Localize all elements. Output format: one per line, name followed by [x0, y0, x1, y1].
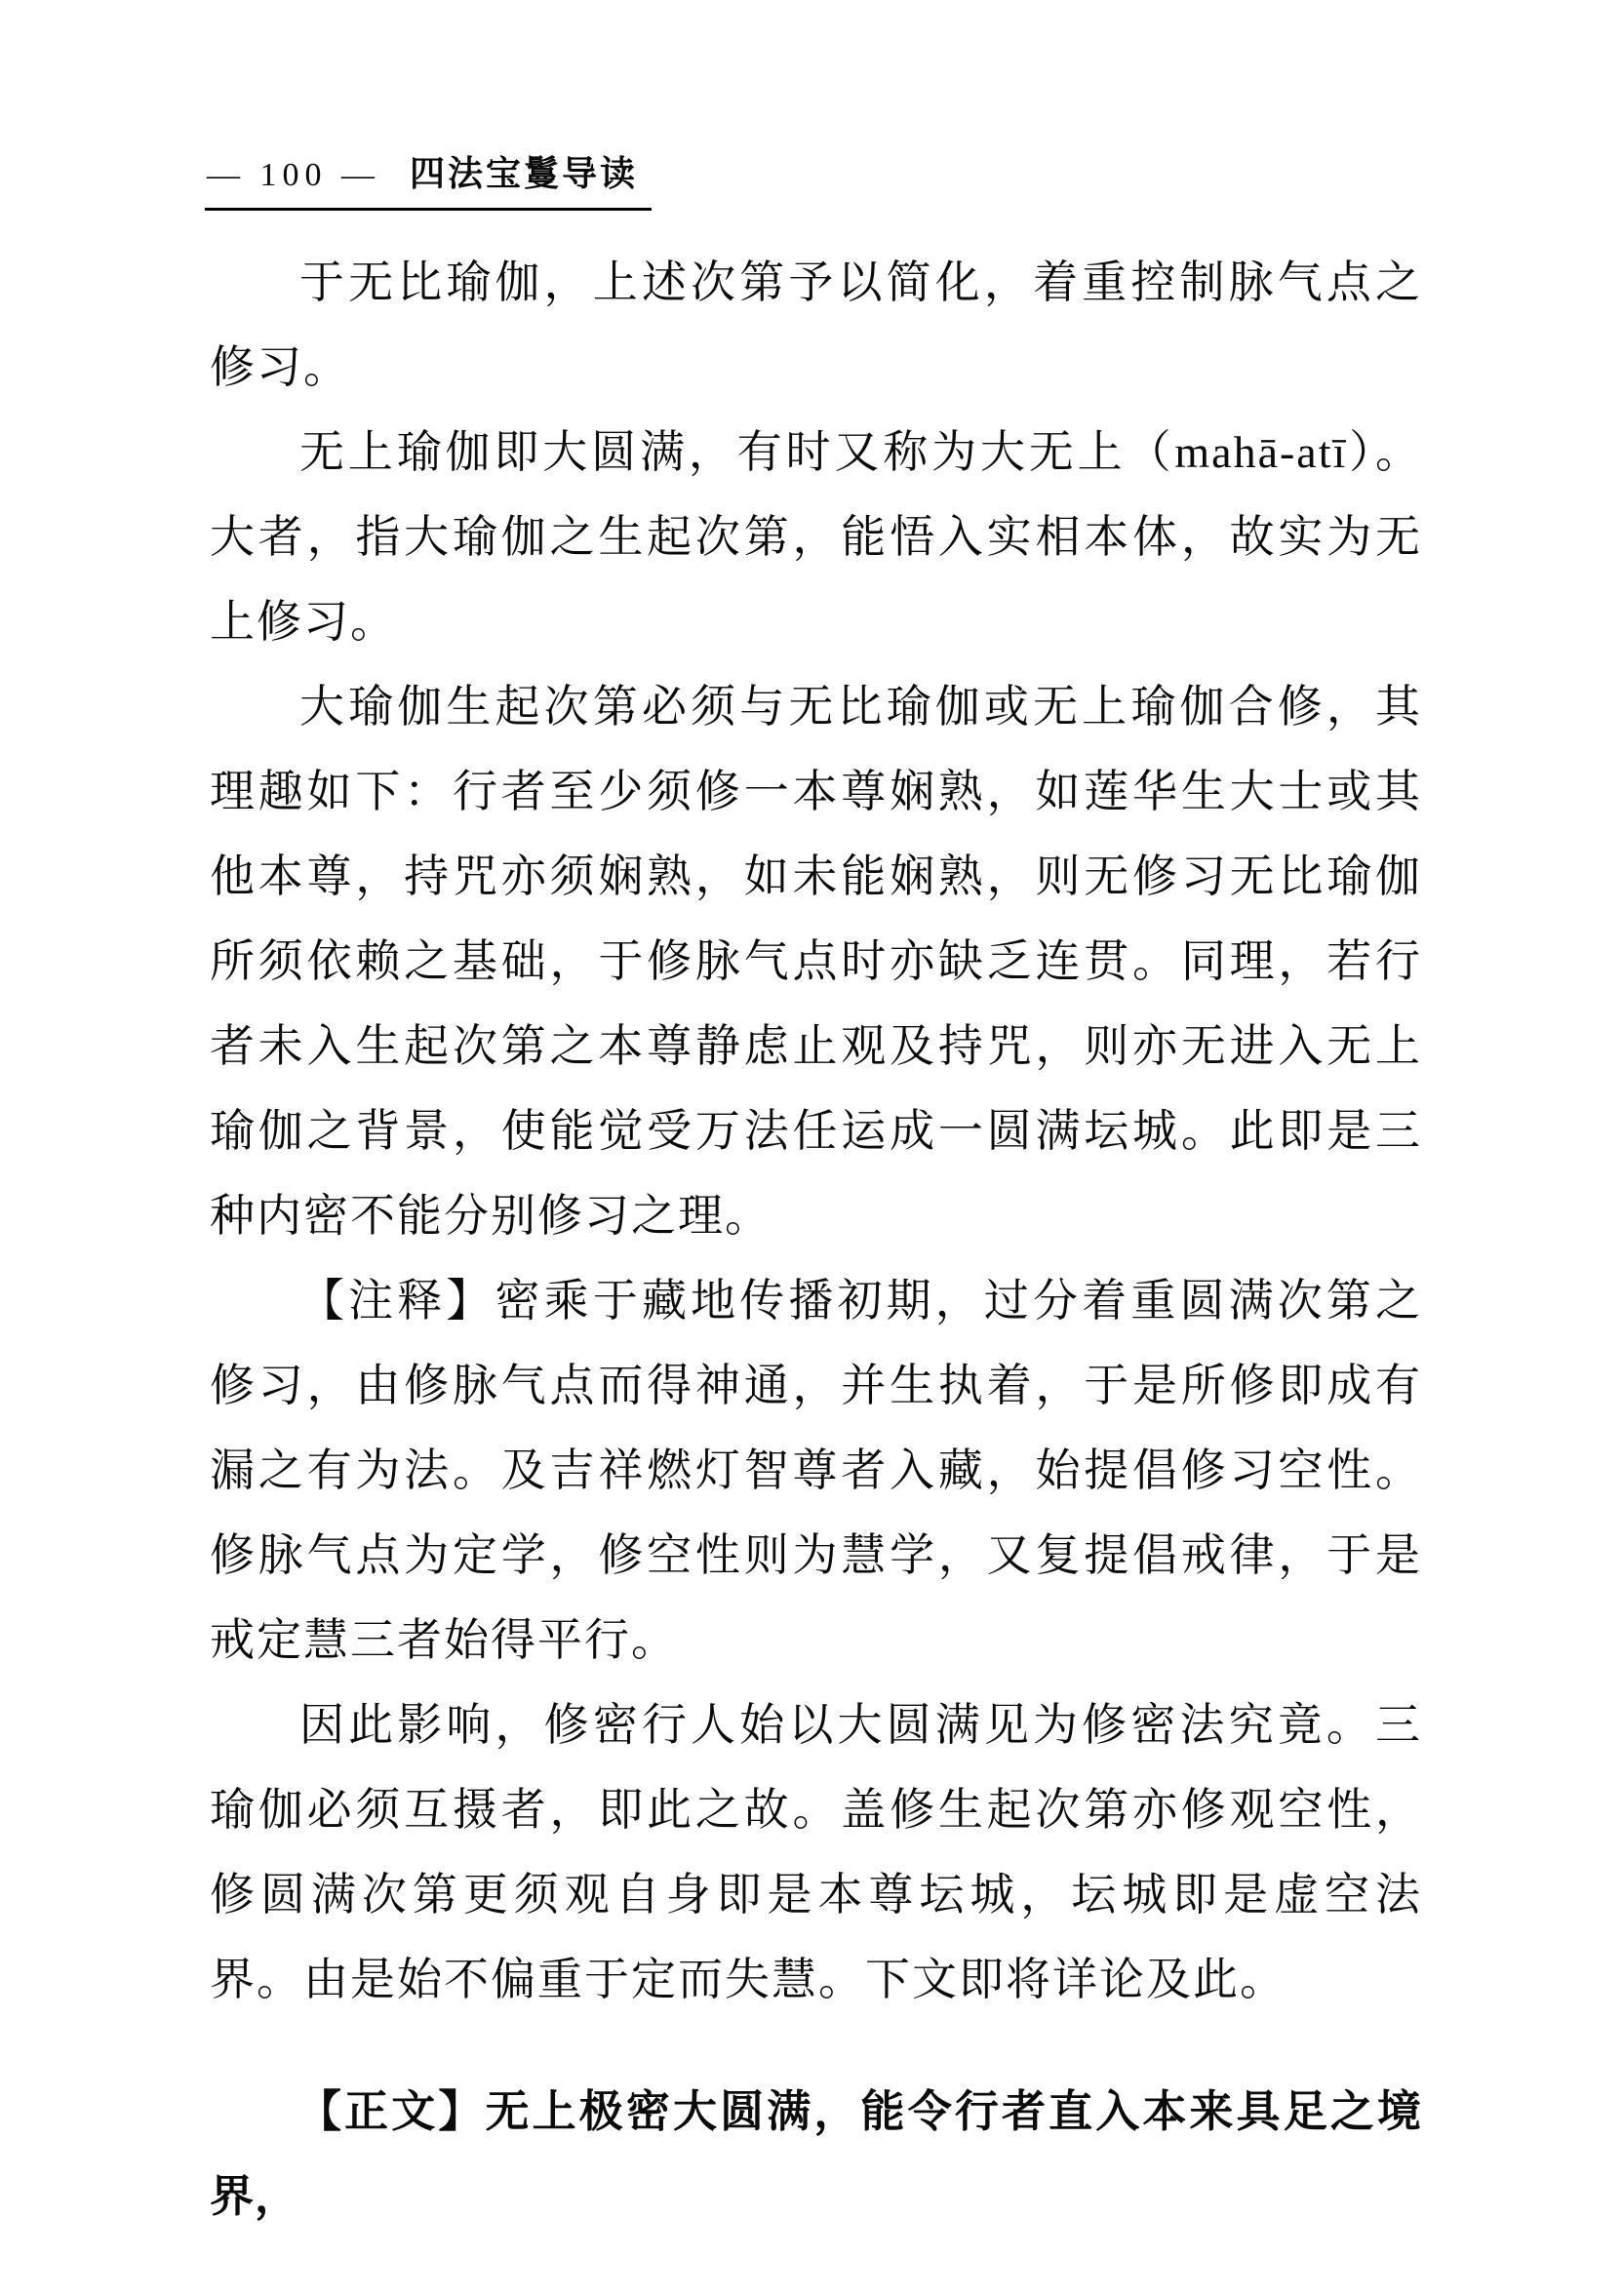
paragraph-5: 因此影响，修密行人始以大圆满见为修密法究竟。三瑜伽必须互摄者，即此之故。盖修生起次第亦修观空性，修圆满次第更须观自身即是本尊坛城，坛城即是虚空法界。由是始不偏重于定而失慧。下文即将详论及此。 — [210, 1700, 1422, 2004]
body-text-block — [210, 240, 1422, 2238]
paragraph-1: 于无比瑜伽，上述次第予以简化，着重控制脉气点之修习。 — [210, 257, 1422, 392]
annotation-paragraph: 【注释】密乘于藏地传播初期，过分着重圆满次第之修习，由修脉气点而得神通，并生执着，于是所修即成有漏之有为法。及吉祥燃灯智尊者入藏，始提倡修习空性。修脉气点为定学，修空性则为慧学，又复提倡戒律，于是戒定慧三者始得平行。 — [210, 1276, 1422, 1665]
book-title: 四法宝鬘导读 — [410, 154, 639, 193]
main-text-paragraph: 【正文】无上极密大圆满，能令行者直入本来具足之境界， — [210, 2086, 1422, 2221]
page-number: — 100 — — [207, 157, 380, 193]
paragraph-3: 大瑜伽生起次第必须与无比瑜伽或无上瑜伽合修，其理趣如下：行者至少须修一本尊娴熟，如莲华生大士或其他本尊，持咒亦须娴熟，如未能娴熟，则无修习无比瑜伽所须依赖之基础，于修脉气点时亦缺乏连贯。同理，若行者未入生起次第之本尊静虑止观及持咒，则亦无进入无上瑜伽之背景，使能觉受万法任运成一圆满坛城。此即是三种内密不能分别修习之理。 — [210, 682, 1422, 1241]
page-header — [205, 146, 652, 211]
paragraph-2: 无上瑜伽即大圆满，有时又称为大无上（mahā-atī）。大者，指大瑜伽之生起次第，能悟入实相本体，故实为无上修习。 — [210, 427, 1422, 647]
